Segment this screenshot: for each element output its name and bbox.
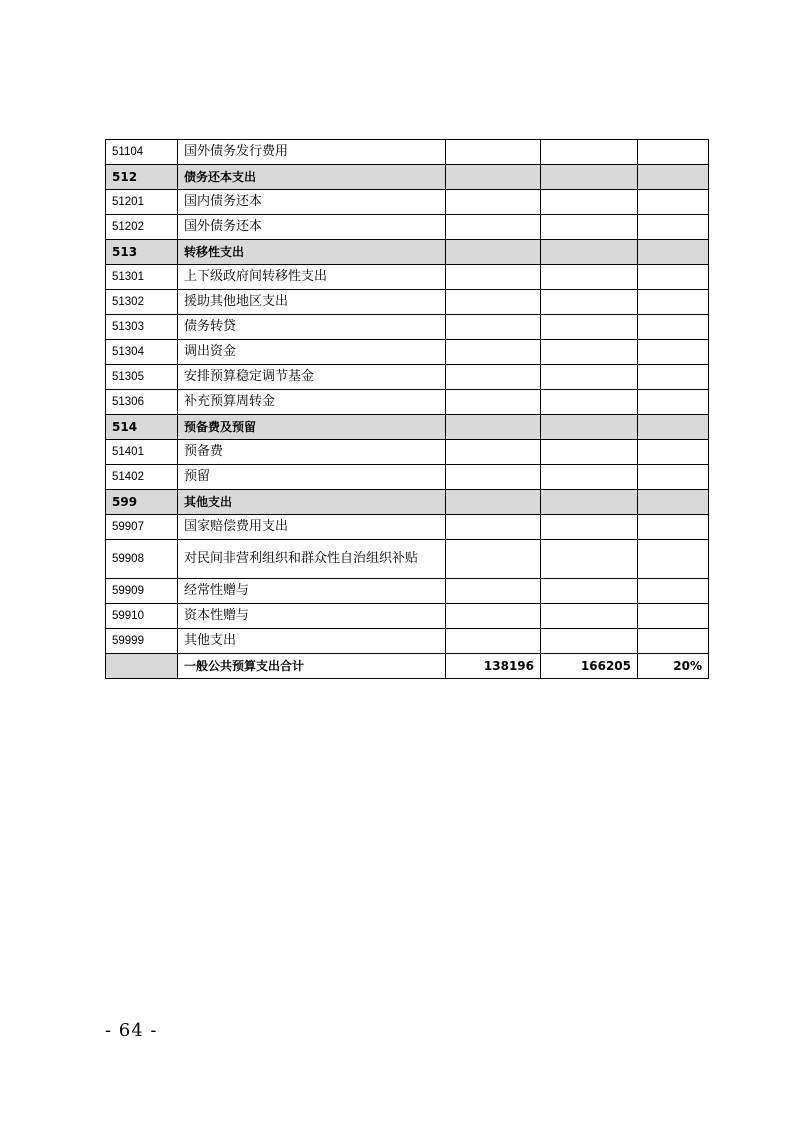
row-name: 债务转贷 bbox=[178, 315, 446, 340]
total-label: 一般公共预算支出合计 bbox=[178, 654, 446, 679]
row-value-2 bbox=[541, 515, 638, 540]
row-code: 51202 bbox=[106, 215, 178, 240]
row-value-3 bbox=[638, 440, 709, 465]
row-value-2 bbox=[541, 190, 638, 215]
row-value-3 bbox=[638, 515, 709, 540]
table-row bbox=[106, 604, 709, 629]
row-value-3 bbox=[638, 415, 709, 440]
row-code: 51306 bbox=[106, 390, 178, 415]
row-name: 预留 bbox=[178, 465, 446, 490]
row-value-1 bbox=[446, 629, 541, 654]
table-row bbox=[106, 579, 709, 604]
section-name: 预备费及预留 bbox=[178, 415, 446, 440]
table-row bbox=[106, 515, 709, 540]
row-code: 51401 bbox=[106, 440, 178, 465]
row-value-3 bbox=[638, 190, 709, 215]
row-code: 51303 bbox=[106, 315, 178, 340]
total-row bbox=[106, 654, 709, 679]
row-name: 援助其他地区支出 bbox=[178, 290, 446, 315]
row-code: 59999 bbox=[106, 629, 178, 654]
expenditure-table-body bbox=[106, 140, 709, 679]
row-value-1 bbox=[446, 390, 541, 415]
row-value-1 bbox=[446, 215, 541, 240]
row-value-1 bbox=[446, 340, 541, 365]
row-name: 经常性赠与 bbox=[178, 579, 446, 604]
row-name: 调出资金 bbox=[178, 340, 446, 365]
row-code: 59907 bbox=[106, 515, 178, 540]
row-value-2 bbox=[541, 540, 638, 579]
row-value-3 bbox=[638, 365, 709, 390]
section-row bbox=[106, 240, 709, 265]
row-name: 国家赔偿费用支出 bbox=[178, 515, 446, 540]
row-value-3 bbox=[638, 240, 709, 265]
row-value-1 bbox=[446, 165, 541, 190]
row-value-2 bbox=[541, 490, 638, 515]
row-name: 国外债务发行费用 bbox=[178, 140, 446, 165]
table-row bbox=[106, 629, 709, 654]
row-value-3 bbox=[638, 540, 709, 579]
row-code: 51305 bbox=[106, 365, 178, 390]
table-row bbox=[106, 465, 709, 490]
total-value-2: 166205 bbox=[541, 654, 638, 679]
row-value-2 bbox=[541, 290, 638, 315]
row-value-2 bbox=[541, 215, 638, 240]
row-value-2 bbox=[541, 465, 638, 490]
row-value-1 bbox=[446, 290, 541, 315]
total-value-1: 138196 bbox=[446, 654, 541, 679]
section-code: 599 bbox=[106, 490, 178, 515]
section-name: 转移性支出 bbox=[178, 240, 446, 265]
row-value-1 bbox=[446, 440, 541, 465]
section-name: 债务还本支出 bbox=[178, 165, 446, 190]
table-row bbox=[106, 265, 709, 290]
row-value-1 bbox=[446, 265, 541, 290]
row-value-2 bbox=[541, 140, 638, 165]
row-code: 51104 bbox=[106, 140, 178, 165]
row-name: 安排预算稳定调节基金 bbox=[178, 365, 446, 390]
row-value-1 bbox=[446, 465, 541, 490]
table-row bbox=[106, 540, 709, 579]
table-row bbox=[106, 340, 709, 365]
row-value-3 bbox=[638, 629, 709, 654]
row-value-1 bbox=[446, 365, 541, 390]
row-code: 59909 bbox=[106, 579, 178, 604]
row-value-1 bbox=[446, 415, 541, 440]
row-name: 预备费 bbox=[178, 440, 446, 465]
row-name: 资本性赠与 bbox=[178, 604, 446, 629]
row-value-3 bbox=[638, 340, 709, 365]
row-value-1 bbox=[446, 490, 541, 515]
row-value-1 bbox=[446, 190, 541, 215]
row-code: 59908 bbox=[106, 540, 178, 579]
row-value-3 bbox=[638, 265, 709, 290]
expenditure-table-container bbox=[105, 139, 708, 679]
section-row bbox=[106, 415, 709, 440]
table-row bbox=[106, 390, 709, 415]
total-code-cell bbox=[106, 654, 178, 679]
section-code: 513 bbox=[106, 240, 178, 265]
row-value-1 bbox=[446, 515, 541, 540]
row-value-3 bbox=[638, 490, 709, 515]
row-value-1 bbox=[446, 579, 541, 604]
row-value-3 bbox=[638, 465, 709, 490]
row-value-3 bbox=[638, 390, 709, 415]
row-value-3 bbox=[638, 140, 709, 165]
row-name: 对民间非营利组织和群众性自治组织补贴 bbox=[178, 540, 446, 579]
section-name: 其他支出 bbox=[178, 490, 446, 515]
row-value-1 bbox=[446, 140, 541, 165]
row-name: 国外债务还本 bbox=[178, 215, 446, 240]
row-name: 其他支出 bbox=[178, 629, 446, 654]
row-code: 51201 bbox=[106, 190, 178, 215]
row-code: 59910 bbox=[106, 604, 178, 629]
expenditure-table bbox=[105, 139, 709, 679]
row-value-3 bbox=[638, 165, 709, 190]
row-value-2 bbox=[541, 440, 638, 465]
page-number: - 64 - bbox=[105, 1020, 158, 1041]
row-value-2 bbox=[541, 165, 638, 190]
row-code: 51304 bbox=[106, 340, 178, 365]
row-value-2 bbox=[541, 604, 638, 629]
row-value-2 bbox=[541, 315, 638, 340]
row-value-3 bbox=[638, 215, 709, 240]
table-row bbox=[106, 215, 709, 240]
row-name: 上下级政府间转移性支出 bbox=[178, 265, 446, 290]
row-value-1 bbox=[446, 540, 541, 579]
row-value-1 bbox=[446, 240, 541, 265]
row-value-2 bbox=[541, 265, 638, 290]
row-name: 国内债务还本 bbox=[178, 190, 446, 215]
row-value-2 bbox=[541, 240, 638, 265]
row-value-1 bbox=[446, 315, 541, 340]
table-row bbox=[106, 365, 709, 390]
row-code: 51301 bbox=[106, 265, 178, 290]
table-row bbox=[106, 315, 709, 340]
row-value-2 bbox=[541, 415, 638, 440]
section-row bbox=[106, 165, 709, 190]
row-value-3 bbox=[638, 579, 709, 604]
row-value-1 bbox=[446, 604, 541, 629]
table-row bbox=[106, 290, 709, 315]
row-value-3 bbox=[638, 315, 709, 340]
row-value-2 bbox=[541, 579, 638, 604]
total-growth-rate: 20% bbox=[638, 654, 709, 679]
row-value-3 bbox=[638, 290, 709, 315]
table-row bbox=[106, 140, 709, 165]
section-row bbox=[106, 490, 709, 515]
row-value-2 bbox=[541, 365, 638, 390]
row-value-2 bbox=[541, 340, 638, 365]
row-value-2 bbox=[541, 390, 638, 415]
section-code: 514 bbox=[106, 415, 178, 440]
row-code: 51302 bbox=[106, 290, 178, 315]
table-row bbox=[106, 440, 709, 465]
table-row bbox=[106, 190, 709, 215]
row-value-2 bbox=[541, 629, 638, 654]
row-value-3 bbox=[638, 604, 709, 629]
section-code: 512 bbox=[106, 165, 178, 190]
row-code: 51402 bbox=[106, 465, 178, 490]
row-name: 补充预算周转金 bbox=[178, 390, 446, 415]
